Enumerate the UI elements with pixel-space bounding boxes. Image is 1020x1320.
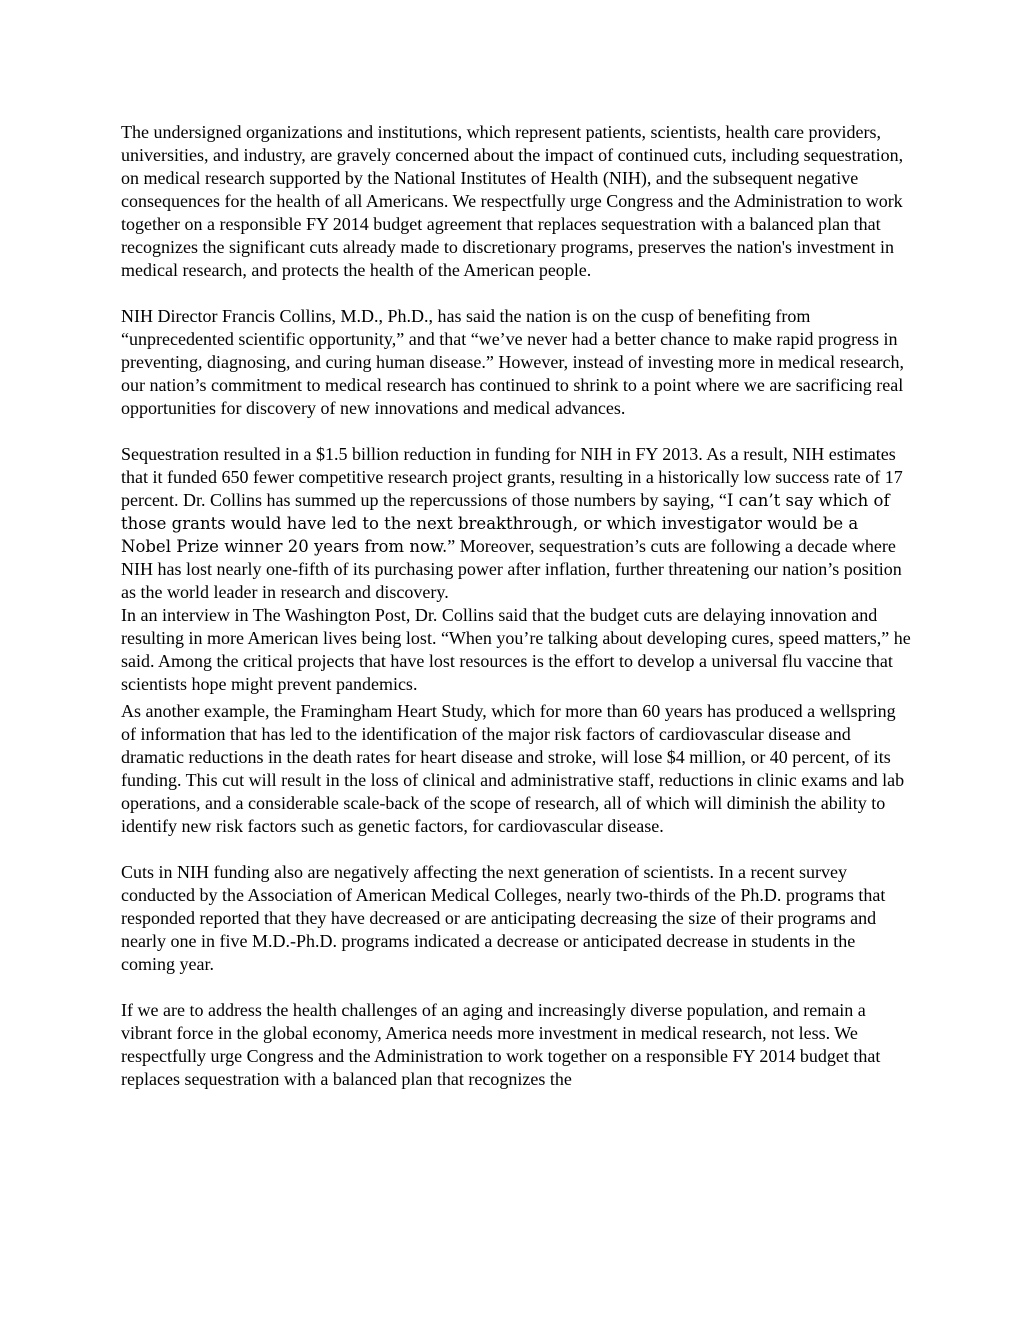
letter-body: [121, 121, 911, 1091]
paragraph-collins-statement: NIH Director Francis Collins, M.D., Ph.D., has said the nation is on the cusp of benefiting from “unprecedented scientific opportunity,” and that “we’ve never had a better chance to make rapid progress in preventing, diagnosing, and curing human disease.” However, instead of investing more in medical research, our nation’s commitment to medical research has continued to shrink to a point where we are sacrificing real opportunities for discovery of new innovations and medical advances.: [121, 306, 905, 418]
sequestration-text-after: ” Moreover, sequestration’s cuts are following a decade where NIH has lost nearly one-fifth of its purchasing power after inflation, further threatening our nation’s position as the world leader in research and discovery.: [121, 536, 902, 602]
paragraph-sequestration-impact: [121, 443, 911, 604]
sequestration-text-before: Sequestration resulted in a $1.5 billion reduction in funding for NIH in FY 2013. As a result, NIH estimates that it funded 650 fewer competitive research project grants, resulting in a historically low success rate of 17 percent. Dr. Collins has summed up the repercussions of those numbers by saying, “: [121, 444, 903, 510]
paragraph-washington-post: In an interview in The Washington Post, Dr. Collins said that the budget cuts are delaying innovation and resulting in more American lives being lost. “When you’re talking about developing cures, speed matters,” he said. Among the critical projects that have lost resources is the effort to develop a universal flu vaccine that scientists hope might prevent pandemics.: [121, 605, 911, 694]
collins-quote: I can’t say which of those grants would have led to the next breakthrough, or which investigator would be a Nobel Prize winner 20 years from now.: [121, 491, 890, 556]
paragraph-conclusion: If we are to address the health challenges of an aging and increasingly diverse population, and remain a vibrant force in the global economy, America needs more investment in medical research, not less. We respectfully urge Congress and the Administration to work together on a responsible FY 2014 budget that replaces sequestration with a balanced plan that recognizes the: [121, 1000, 881, 1089]
paragraph-intro: The undersigned organizations and institutions, which represent patients, scientists, health care providers, universities, and industry, are gravely concerned about the impact of continued cuts, including sequestration, on medical research supported by the National Institutes of Health (NIH), and the subsequent negative consequences for the health of all Americans. We respectfully urge Congress and the Administration to work together on a responsible FY 2014 budget agreement that replaces sequestration with a balanced plan that recognizes the significant cuts already made to discretionary programs, preserves the nation's investment in medical research, and protects the health of the American people.: [121, 122, 904, 280]
paragraph-framingham: As another example, the Framingham Heart Study, which for more than 60 years has produced a wellspring of information that has led to the identification of the major risk factors of cardiovascular disease and dramatic reductions in the death rates for heart disease and stroke, will lose $4 million, or 40 percent, of its funding. This cut will result in the loss of clinical and administrative staff, reductions in clinic exams and lab operations, and a considerable scale-back of the scope of research, all of which will diminish the ability to identify new risk factors such as genetic factors, for cardiovascular disease.: [121, 701, 905, 836]
paragraph-next-generation: Cuts in NIH funding also are negatively affecting the next generation of scientists. In a recent survey conducted by the Association of American Medical Colleges, nearly two-thirds of the Ph.D. programs that responded reported that they have decreased or are anticipating decreasing the size of their programs and nearly one in five M.D.-Ph.D. programs indicated a decrease or anticipated decrease in students in the coming year.: [121, 862, 886, 974]
